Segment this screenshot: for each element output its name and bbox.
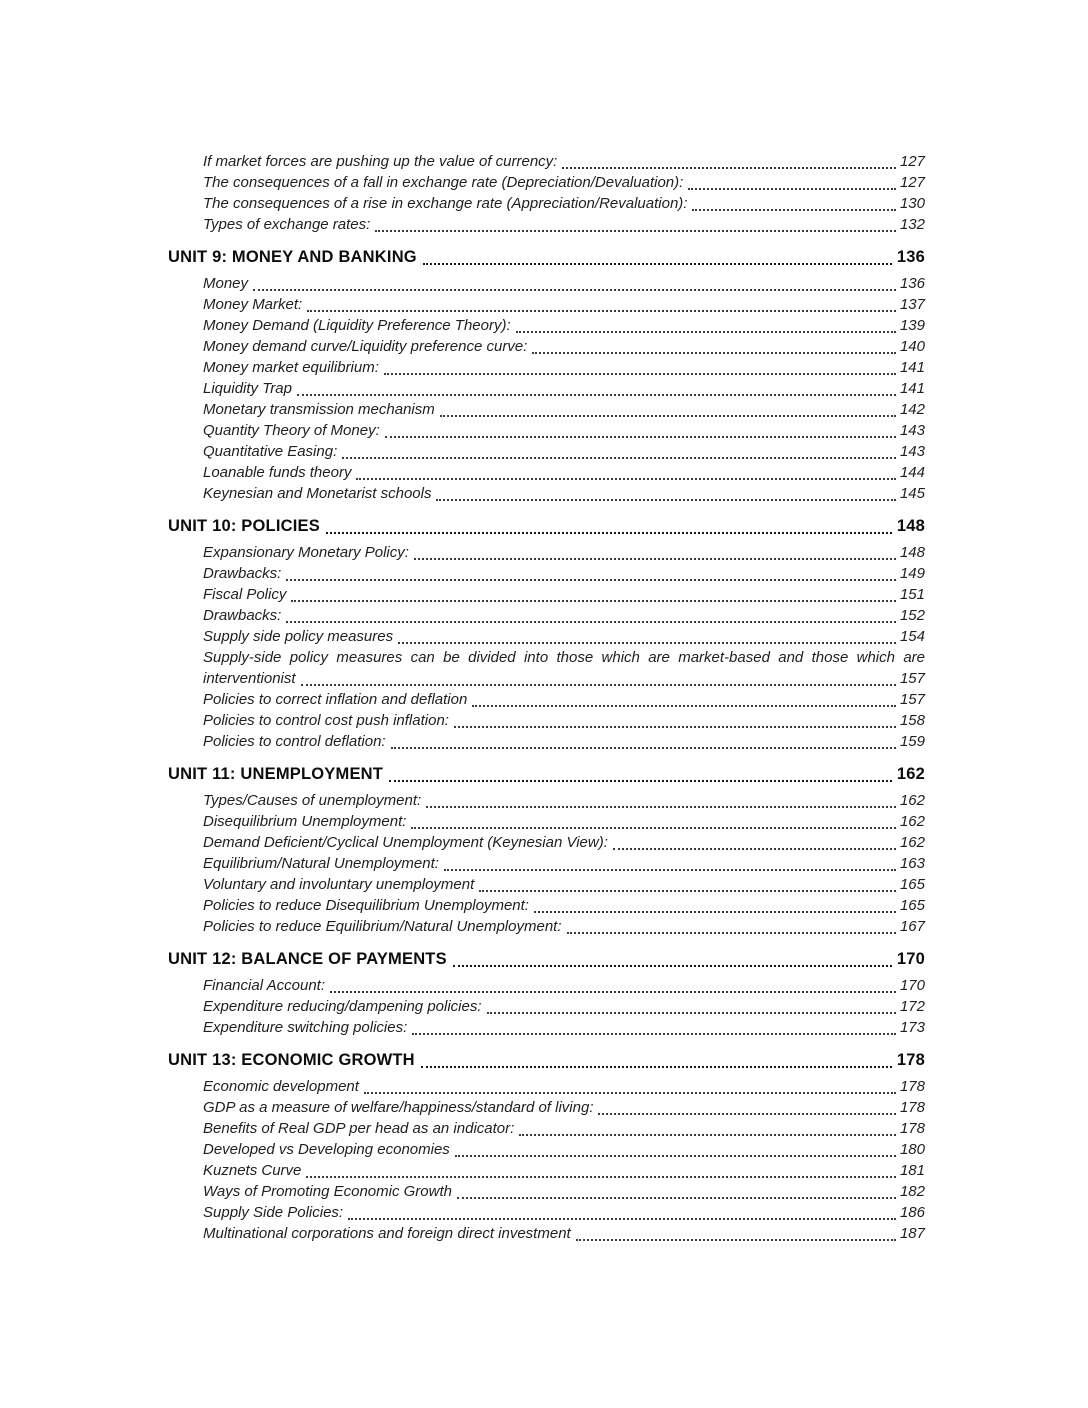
entry-page-number: 154 [899,628,925,645]
toc-entry [203,151,925,172]
entry-label: Fiscal Policy [203,586,287,603]
entry-label: Multinational corporations and foreign direct investment [203,1225,571,1242]
dot-leader [440,415,896,417]
entry-page-number: 141 [899,359,925,376]
entry-label: Ways of Promoting Economic Growth [203,1183,452,1200]
entry-page-number: 144 [899,464,925,481]
toc-entry [203,1076,925,1097]
dot-leader [472,705,896,707]
toc-entry [203,336,925,357]
dot-leader [326,532,892,534]
toc-heading [168,948,925,970]
entry-label: If market forces are pushing up the value of currency: [203,153,558,170]
entry-label-line1: Supply-side policy measures can be divided into those which are market-based and those which are [203,649,925,666]
entry-label: Money [203,275,249,292]
toc-heading [168,246,925,268]
toc-entry [203,811,925,832]
entry-label: Quantitative Easing: [203,443,338,460]
entry-label: Policies to control cost push inflation: [203,712,449,729]
dot-leader [286,621,896,623]
dot-leader [384,373,896,375]
toc-entry [203,483,925,504]
entry-page-number: 130 [899,195,925,212]
heading-page-number: 136 [896,248,925,266]
entry-label: Demand Deficient/Cyclical Unemployment (Keynesian View): [203,834,608,851]
entry-page-number: 165 [899,897,925,914]
entry-page-number: 157 [899,670,925,687]
entry-page-number: 165 [899,876,925,893]
entry-page-number: 162 [899,834,925,851]
dot-leader [516,331,896,333]
heading-label: UNIT 12: BALANCE OF PAYMENTS [168,950,447,968]
entry-label: Drawbacks: [203,565,282,582]
heading-label: UNIT 13: ECONOMIC GROWTH [168,1051,415,1069]
toc-entry [203,1181,925,1202]
toc-entry [203,315,925,336]
entry-label: Policies to correct inflation and deflation [203,691,468,708]
entry-page-number: 145 [899,485,925,502]
entry-page-number: 163 [899,855,925,872]
entry-label: Loanable funds theory [203,464,352,481]
toc-entry [203,1223,925,1244]
entry-page-number: 162 [899,813,925,830]
entry-label: Types of exchange rates: [203,216,371,233]
entry-page-number: 182 [899,1183,925,1200]
dot-leader [688,188,896,190]
toc-heading [168,515,925,537]
entry-page-number: 143 [899,443,925,460]
dot-leader [692,209,896,211]
entry-page-number: 167 [899,918,925,935]
dot-leader [301,684,896,686]
entry-label: Disequilibrium Unemployment: [203,813,407,830]
toc-entry [203,378,925,399]
dot-leader [342,457,896,459]
entry-label: Supply Side Policies: [203,1204,344,1221]
toc-entry [203,689,925,710]
toc-entry [203,1017,925,1038]
dot-leader [330,991,896,993]
entry-label: Developed vs Developing economies [203,1141,450,1158]
toc-entry [203,1097,925,1118]
entry-page-number: 132 [899,216,925,233]
dot-leader [598,1113,895,1115]
toc-section [168,763,925,937]
toc-entry [203,626,925,647]
entry-page-number: 127 [899,153,925,170]
entry-label: Money Demand (Liquidity Preference Theory): [203,317,511,334]
toc-entry [203,563,925,584]
entry-page-number: 149 [899,565,925,582]
entry-label: Expenditure reducing/dampening policies: [203,998,482,1015]
dot-leader [453,965,892,967]
dot-leader [567,932,896,934]
dot-leader [286,579,896,581]
toc-entry [203,193,925,214]
toc-entry [203,214,925,235]
toc-entry [203,853,925,874]
dot-leader [385,436,896,438]
entry-label: Monetary transmission mechanism [203,401,435,418]
toc-entry-list [168,273,925,504]
entry-label: Keynesian and Monetarist schools [203,485,432,502]
entry-label: Supply side policy measures [203,628,394,645]
dot-leader [423,263,892,265]
entry-page-number: 173 [899,1019,925,1036]
entry-page-number: 186 [899,1204,925,1221]
entry-label: GDP as a measure of welfare/happiness/standard of living: [203,1099,594,1116]
entry-label: Policies to control deflation: [203,733,386,750]
entry-page-number: 152 [899,607,925,624]
toc-section [168,151,925,235]
entry-label: Equilibrium/Natural Unemployment: [203,855,439,872]
toc [168,151,925,1244]
dot-leader [426,806,896,808]
toc-entry-list [168,790,925,937]
entry-label: Money market equilibrium: [203,359,379,376]
entry-label: Money Market: [203,296,303,313]
dot-leader [414,558,896,560]
entry-page-number: 142 [899,401,925,418]
entry-label: interventionist [203,670,296,687]
dot-leader [532,352,896,354]
entry-page-number: 178 [899,1099,925,1116]
dot-leader [412,1033,896,1035]
toc-entry-list [168,151,925,235]
dot-leader [487,1012,896,1014]
dot-leader [348,1218,896,1220]
entry-page-number: 127 [899,174,925,191]
entry-page-number: 178 [899,1078,925,1095]
heading-label: UNIT 11: UNEMPLOYMENT [168,765,384,783]
entry-label: The consequences of a rise in exchange rate (Appreciation/Revaluation): [203,195,688,212]
dot-leader [253,289,896,291]
entry-page-number: 180 [899,1141,925,1158]
toc-entry [203,895,925,916]
toc-entry [203,832,925,853]
entry-page-number: 178 [899,1120,925,1137]
entry-page-number: 157 [899,691,925,708]
entry-label: Expenditure switching policies: [203,1019,408,1036]
dot-leader [576,1239,896,1241]
dot-leader [389,780,892,782]
entry-label: Money demand curve/Liquidity preference curve: [203,338,528,355]
toc-entry [203,399,925,420]
dot-leader [436,499,896,501]
heading-page-number: 162 [896,765,925,783]
entry-page-number: 158 [899,712,925,729]
entry-page-number: 181 [899,1162,925,1179]
entry-page-number: 143 [899,422,925,439]
entry-page-number: 162 [899,792,925,809]
entry-label: Financial Account: [203,977,326,994]
toc-entry-list [168,1076,925,1244]
dot-leader [356,478,896,480]
toc-entry [203,874,925,895]
dot-leader [306,1176,896,1178]
entry-page-number: 159 [899,733,925,750]
entry-page-number: 141 [899,380,925,397]
entry-label: Policies to reduce Disequilibrium Unemployment: [203,897,529,914]
dot-leader [613,848,896,850]
dot-leader [454,726,896,728]
entry-page-number: 170 [899,977,925,994]
heading-label: UNIT 10: POLICIES [168,517,320,535]
entry-label: The consequences of a fall in exchange rate (Depreciation/Devaluation): [203,174,684,191]
entry-page-number: 151 [899,586,925,603]
entry-label: Economic development [203,1078,359,1095]
toc-entry [203,1202,925,1223]
toc-entry [203,420,925,441]
toc-entry [203,462,925,483]
toc-entry [203,1160,925,1181]
dot-leader [297,394,896,396]
entry-page-number: 136 [899,275,925,292]
toc-entry [203,916,925,937]
dot-leader [375,230,896,232]
entry-label: Drawbacks: [203,607,282,624]
toc-entry [203,731,925,752]
dot-leader [411,827,896,829]
toc-entry-list [168,542,925,752]
entry-page-number: 148 [899,544,925,561]
toc-entry-list [168,975,925,1038]
entry-page-number: 172 [899,998,925,1015]
dot-leader [307,310,896,312]
entry-page-number: 139 [899,317,925,334]
toc-entry [203,542,925,563]
entry-label: Types/Causes of unemployment: [203,792,422,809]
toc-entry [203,1139,925,1160]
dot-leader [391,747,896,749]
dot-leader [364,1092,896,1094]
dot-leader [519,1134,896,1136]
toc-section [168,246,925,504]
heading-page-number: 178 [896,1051,925,1069]
entry-page-number: 140 [899,338,925,355]
heading-page-number: 170 [896,950,925,968]
dot-leader [562,167,896,169]
entry-label: Quantity Theory of Money: [203,422,380,439]
dot-leader [455,1155,896,1157]
toc-entry [203,273,925,294]
toc-entry [203,172,925,193]
entry-page-number: 137 [899,296,925,313]
toc-section [168,515,925,752]
toc-entry [203,357,925,378]
toc-section [168,948,925,1038]
toc-entry [203,996,925,1017]
dot-leader [444,869,896,871]
toc-entry [203,605,925,626]
entry-label: Voluntary and involuntary unemployment [203,876,475,893]
dot-leader [534,911,896,913]
entry-label: Expansionary Monetary Policy: [203,544,409,561]
heading-page-number: 148 [896,517,925,535]
toc-entry [203,647,925,689]
toc-entry [203,294,925,315]
toc-entry [203,975,925,996]
dot-leader [479,890,896,892]
toc-heading [168,1049,925,1071]
heading-label: UNIT 9: MONEY AND BANKING [168,248,417,266]
toc-entry [203,1118,925,1139]
dot-leader [398,642,896,644]
toc-section [168,1049,925,1244]
toc-entry [203,441,925,462]
toc-heading [168,763,925,785]
entry-label: Benefits of Real GDP per head as an indicator: [203,1120,515,1137]
entry-label: Policies to reduce Equilibrium/Natural Unemployment: [203,918,562,935]
entry-label: Liquidity Trap [203,380,292,397]
dot-leader [421,1066,892,1068]
toc-entry [203,584,925,605]
dot-leader [291,600,896,602]
entry-label: Kuznets Curve [203,1162,302,1179]
entry-page-number: 187 [899,1225,925,1242]
toc-entry [203,790,925,811]
dot-leader [457,1197,896,1199]
toc-entry [203,710,925,731]
